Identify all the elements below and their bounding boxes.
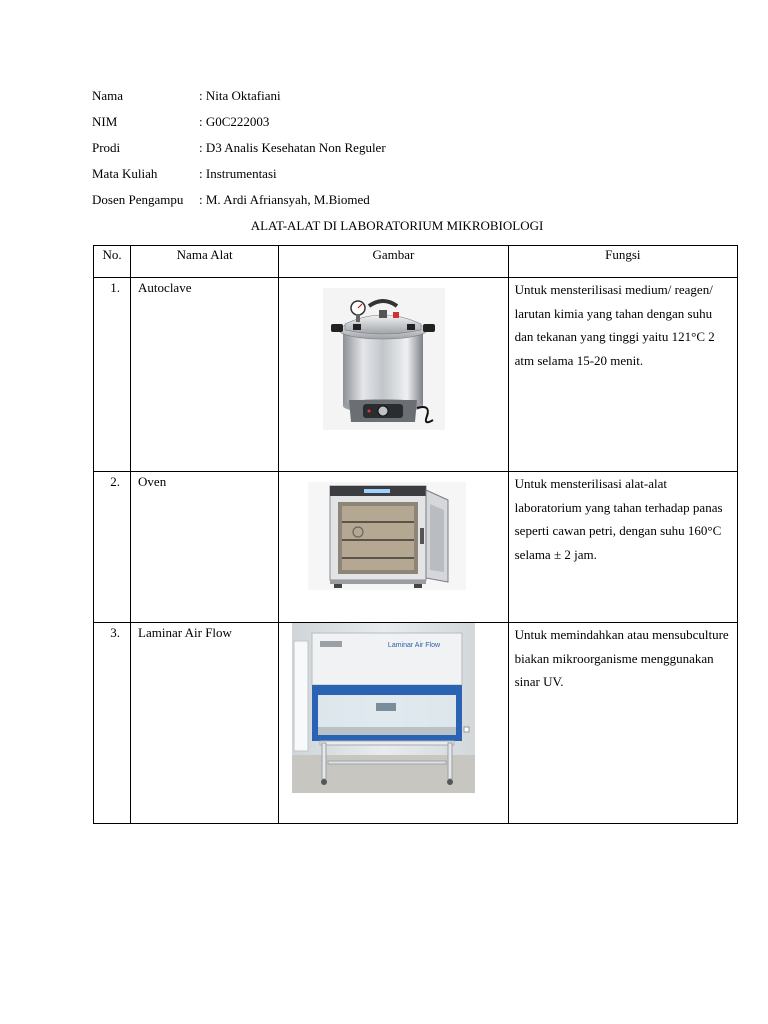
info-label: Mata Kuliah [92, 166, 158, 181]
document-title: ALAT-ALAT DI LABORATORIUM MIKROBIOLOGI [250, 218, 544, 233]
equipment-image-cell [279, 623, 508, 824]
info-label: Dosen Pengampu [92, 192, 184, 207]
oven-photo [308, 482, 466, 590]
row-number: 3. [94, 623, 131, 824]
equipment-function: Untuk memindahkan atau mensubculture biakan mikroorganisme menggunakan sinar UV. [508, 623, 737, 824]
header-nama-alat: Nama Alat [131, 246, 279, 278]
header-no: No. [94, 246, 131, 278]
info-row-mata-kuliah [92, 164, 386, 190]
header-gambar: Gambar [279, 246, 508, 278]
table-row [94, 278, 738, 472]
info-row-nim [92, 112, 386, 138]
equipment-name: Oven [131, 472, 279, 623]
info-label: Nama [92, 88, 124, 103]
info-label: NIM [92, 114, 118, 129]
info-value: : Instrumentasi [199, 166, 277, 181]
equipment-name: Laminar Air Flow [131, 623, 279, 824]
header-fungsi: Fungsi [508, 246, 737, 278]
equipment-image-cell [279, 472, 508, 623]
student-info [92, 86, 386, 216]
table-header-row [94, 246, 738, 278]
autoclave-photo [323, 288, 445, 430]
row-number: 1. [94, 278, 131, 472]
info-value: : M. Ardi Afriansyah, M.Biomed [199, 192, 370, 207]
equipment-table [93, 245, 738, 824]
info-row-nama [92, 86, 386, 112]
equipment-name: Autoclave [131, 278, 279, 472]
laminar-air-flow-photo [292, 623, 475, 793]
info-value: : Nita Oktafiani [199, 88, 281, 103]
equipment-function: Untuk mensterilisasi alat-alat laboratorium yang tahan terhadap panas seperti cawan petri, dengan suhu 160°C selama ± 2 jam. [508, 472, 737, 623]
info-value: : G0C222003 [199, 114, 270, 129]
laminar-brand-text: Laminar Air Flow [388, 642, 441, 649]
table-row [94, 623, 738, 824]
info-row-dosen [92, 190, 386, 216]
info-label: Prodi [92, 140, 121, 155]
info-value: : D3 Analis Kesehatan Non Reguler [199, 140, 386, 155]
equipment-function: Untuk mensterilisasi medium/ reagen/ larutan kimia yang tahan dengan suhu dan tekanan yang tinggi yaitu 121°C 2 atm selama 15-20 menit. [508, 278, 737, 472]
table-row [94, 472, 738, 623]
info-row-prodi [92, 138, 386, 164]
equipment-image-cell [279, 278, 508, 472]
row-number: 2. [94, 472, 131, 623]
